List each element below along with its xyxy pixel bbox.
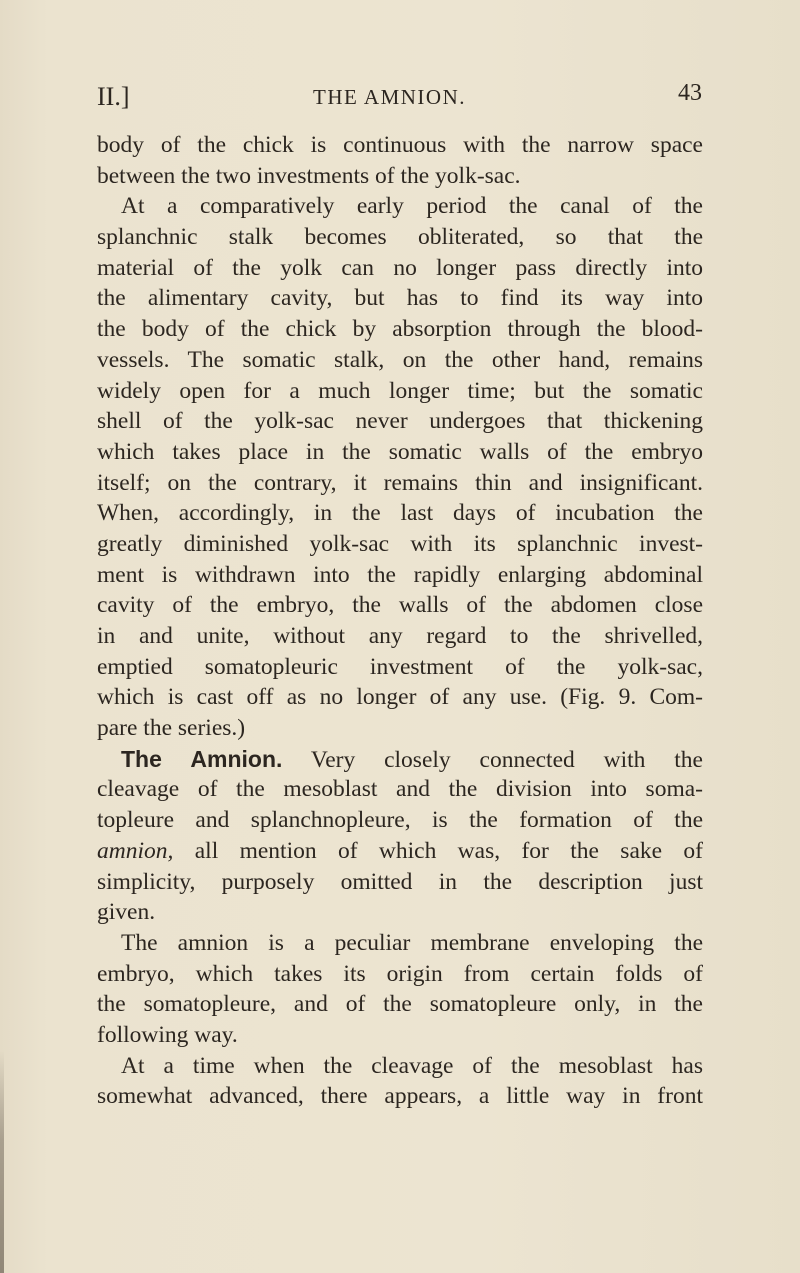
text-line: The amnion is a peculiar membrane enveloping the [121,929,703,956]
text-line: which is cast off as no longer of any use. (Fig. 9. Com- [97,684,703,711]
paragraph-yolk-sac [97,130,703,744]
text-line: simplicity, purposely omitted in the description just [97,868,703,895]
text-line: in and unite, without any regard to the shrivelled, [97,623,703,649]
text-line: given. [97,899,156,926]
text-line: greatly diminished yolk-sac with its splanchnic invest- [97,530,703,557]
text-line: ment is withdrawn into the rapidly enlarging abdominal [97,561,703,588]
text-line: the somatopleure, and of the somatopleure only, in the [97,991,703,1018]
italic-term: amnion, [97,837,174,864]
text-line: following way. [97,1021,238,1048]
section-heading: The Amnion. [121,745,283,772]
text-line: pare the series.) [97,715,246,742]
running-title: THE AMNION. [313,85,466,109]
text-line: somewhat advanced, there appears, a little way in front [97,1083,703,1110]
text-line [97,836,703,867]
text-span: Very closely connected with the [282,746,703,773]
text-line: the alimentary cavity, but has to find its way into [97,285,703,312]
text-line: between the two investments of the yolk-sac. [97,162,521,189]
running-header [97,82,707,116]
text-line: When, accordingly, in the last days of incubation the [97,500,703,527]
text-line: itself; on the contrary, it remains thin and insignificant. [97,469,703,496]
text-line: widely open for a much longer time; but the somatic [97,377,703,404]
text-line: topleure and splanchnopleure, is the formation of the [97,807,703,834]
text-line: At a comparatively early period the canal of the [121,193,703,220]
text-line: material of the yolk can no longer pass directly into [97,254,703,281]
chapter-marker: II.] [97,82,130,111]
text-line: which takes place in the somatic walls of the embryo [97,438,703,465]
text-line [97,744,703,775]
text-line: cavity of the embryo, the walls of the abdomen close [97,592,703,619]
page-edge-shadow [0,1050,4,1273]
text-line: embryo, which takes its origin from certain folds of [97,960,703,987]
body-text [97,130,703,1112]
paragraph-amnion-heading [97,744,703,928]
page-number: 43 [678,80,702,106]
text-line: the body of the chick by absorption through the blood- [97,316,703,343]
text-line: shell of the yolk-sac never undergoes that thickening [97,408,703,435]
text-line: emptied somatopleuric investment of the yolk-sac, [97,653,703,680]
text-line: body of the chick is continuous with the narrow space [97,132,703,158]
text-line: At a time when the cleavage of the mesoblast has [121,1052,703,1079]
text-line: cleavage of the mesoblast and the division into soma- [97,776,703,803]
text-line: vessels. The somatic stalk, on the other hand, remains [97,346,703,373]
text-line: splanchnic stalk becomes obliterated, so that the [97,224,703,251]
paragraph-amnion-description [97,928,703,1112]
text-span: all mention of which was, for the sake of [173,837,703,864]
